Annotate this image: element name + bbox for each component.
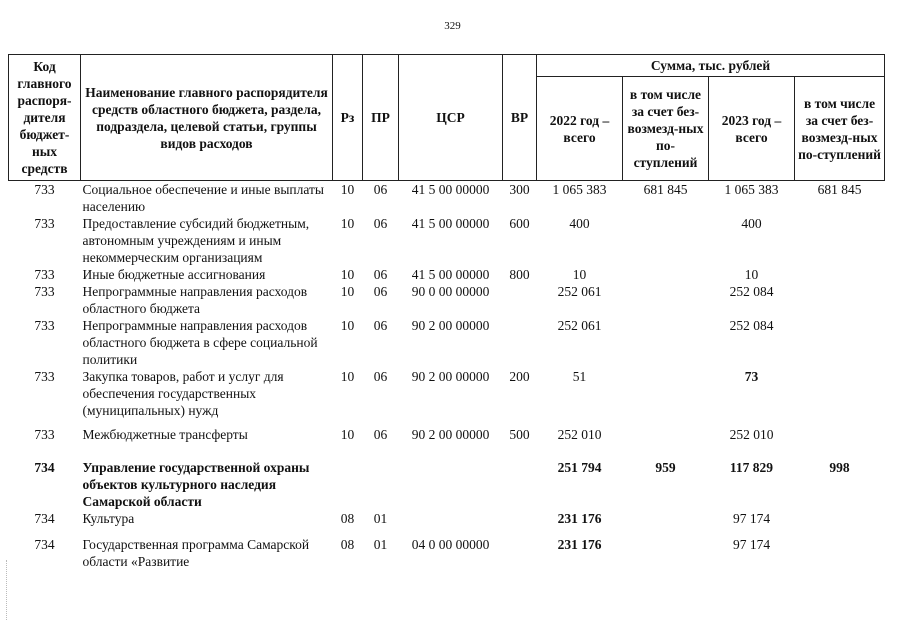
cell-name: Социальное обеспечение и иные выплаты населению <box>82 182 324 214</box>
cell-pr: 06 <box>373 318 388 333</box>
cell-2023-total: 73 <box>744 369 759 384</box>
header-2023-total: 2023 год – всего <box>709 77 795 181</box>
cell-csr: 04 0 00 00000 <box>411 537 490 552</box>
cell-2022-free <box>623 215 709 266</box>
cell-2023-free <box>795 317 885 368</box>
cell-code: 733 <box>34 182 55 197</box>
cell-pr: 06 <box>373 267 388 282</box>
table-row <box>9 368 885 419</box>
table-row <box>9 419 885 443</box>
cell-vr <box>503 317 537 368</box>
cell-2022-free <box>623 510 709 527</box>
cell-csr <box>399 510 503 527</box>
cell-2023-total: 97 174 <box>732 537 771 552</box>
cell-2022-total: 252 061 <box>557 284 602 299</box>
cell-2022-free <box>623 266 709 283</box>
table-row <box>9 510 885 527</box>
cell-code: 733 <box>34 267 55 282</box>
cell-rz: 10 <box>340 216 355 231</box>
cell-code: 734 <box>34 537 55 552</box>
cell-2022-total: 252 010 <box>557 427 602 442</box>
cell-2023-total: 97 174 <box>732 511 771 526</box>
header-vr: ВР <box>503 55 537 181</box>
header-rz: Рз <box>333 55 363 181</box>
cell-2023-total: 10 <box>744 267 759 282</box>
cell-name: Непрограммные направления расходов областного бюджета <box>82 284 308 316</box>
cell-csr: 90 2 00 00000 <box>411 369 490 384</box>
cell-2022-total: 1 065 383 <box>552 182 607 197</box>
cell-2022-free: 959 <box>655 460 676 475</box>
cell-pr: 06 <box>373 284 388 299</box>
cell-2022-total: 251 794 <box>557 460 602 475</box>
cell-2023-total: 252 010 <box>729 427 774 442</box>
header-sum: Сумма, тыс. рублей <box>537 55 885 77</box>
cell-2022-total: 231 176 <box>557 537 602 552</box>
cell-name: Иные бюджетные ассигнования <box>82 267 266 282</box>
header-name: Наименование главного распорядителя средств областного бюджета, раздела, подраздела, целевой статьи, группы видов расходов <box>81 55 333 181</box>
cell-csr: 90 2 00 00000 <box>411 427 490 442</box>
cell-vr <box>503 443 537 510</box>
cell-2023-free <box>795 266 885 283</box>
cell-2023-free <box>795 215 885 266</box>
cell-rz: 08 <box>340 537 355 552</box>
table-row <box>9 215 885 266</box>
cell-pr: 01 <box>373 537 388 552</box>
cell-pr <box>363 443 399 510</box>
table-row <box>9 443 885 510</box>
cell-name: Культура <box>82 511 135 526</box>
header-pr: ПР <box>363 55 399 181</box>
cell-2022-total: 252 061 <box>557 318 602 333</box>
cell-2022-free: 681 845 <box>643 182 688 197</box>
cell-2023-free <box>795 419 885 443</box>
scan-artifact <box>6 560 9 620</box>
cell-rz: 10 <box>340 427 355 442</box>
cell-pr: 06 <box>373 369 388 384</box>
table-body <box>9 181 885 571</box>
cell-pr: 01 <box>373 511 388 526</box>
table-header <box>9 55 885 181</box>
table-row <box>9 266 885 283</box>
cell-vr <box>503 283 537 317</box>
cell-code: 734 <box>34 511 55 526</box>
cell-rz: 10 <box>340 318 355 333</box>
cell-csr: 90 2 00 00000 <box>411 318 490 333</box>
cell-rz: 10 <box>340 284 355 299</box>
cell-code: 733 <box>34 427 55 442</box>
cell-2023-total: 117 829 <box>729 460 774 475</box>
cell-2023-total: 252 084 <box>729 318 774 333</box>
cell-vr: 800 <box>509 267 530 282</box>
header-2022-free: в том числе за счет без-возмезд-ных по-ступлений <box>623 77 709 181</box>
cell-vr <box>503 527 537 570</box>
cell-code: 733 <box>34 284 55 299</box>
cell-vr <box>503 510 537 527</box>
cell-csr: 90 0 00 00000 <box>411 284 490 299</box>
cell-code: 733 <box>34 216 55 231</box>
cell-code: 733 <box>34 369 55 384</box>
cell-vr: 600 <box>509 216 530 231</box>
cell-csr: 41 5 00 00000 <box>411 267 490 282</box>
budget-table <box>8 54 885 570</box>
cell-2022-total: 231 176 <box>557 511 602 526</box>
cell-name: Управление государственной охраны объектов культурного наследия Самарской области <box>82 460 310 509</box>
header-code: Код главного распоря-дителя бюджет-ных средств <box>9 55 81 181</box>
table-row <box>9 283 885 317</box>
cell-2022-free <box>623 283 709 317</box>
cell-2022-total: 10 <box>572 267 587 282</box>
table-row <box>9 181 885 216</box>
cell-rz: 10 <box>340 267 355 282</box>
cell-name: Предоставление субсидий бюджетным, автономным учреждениям и иным некоммерческим организациям <box>82 216 310 265</box>
cell-name: Непрограммные направления расходов областного бюджета в сфере социальной политики <box>82 318 318 367</box>
cell-pr: 06 <box>373 427 388 442</box>
header-2023-free: в том числе за счет без-возмезд-ных по-ступлений <box>795 77 885 181</box>
page-number: 329 <box>444 20 461 32</box>
cell-name: Межбюджетные трансферты <box>82 427 248 442</box>
cell-rz: 10 <box>340 369 355 384</box>
table-row <box>9 527 885 570</box>
table-row <box>9 317 885 368</box>
cell-2023-free: 681 845 <box>817 182 862 197</box>
cell-2023-total: 400 <box>741 216 762 231</box>
header-csr: ЦСР <box>399 55 503 181</box>
cell-2023-free <box>795 527 885 570</box>
cell-2023-total: 252 084 <box>729 284 774 299</box>
cell-vr: 500 <box>509 427 530 442</box>
cell-pr: 06 <box>373 182 388 197</box>
cell-2022-free <box>623 419 709 443</box>
cell-csr: 41 5 00 00000 <box>411 182 490 197</box>
cell-code: 733 <box>34 318 55 333</box>
cell-name: Закупка товаров, работ и услуг для обеспечения государственных (муниципальных) нужд <box>82 369 284 418</box>
cell-2022-total: 51 <box>572 369 587 384</box>
cell-csr: 41 5 00 00000 <box>411 216 490 231</box>
cell-2023-free <box>795 368 885 419</box>
cell-csr <box>399 443 503 510</box>
cell-code: 734 <box>34 460 55 475</box>
cell-2023-free <box>795 283 885 317</box>
cell-vr: 200 <box>509 369 530 384</box>
cell-2022-free <box>623 527 709 570</box>
header-2022-total: 2022 год – всего <box>537 77 623 181</box>
cell-rz <box>333 443 363 510</box>
cell-pr: 06 <box>373 216 388 231</box>
cell-rz: 10 <box>340 182 355 197</box>
cell-2023-free <box>795 510 885 527</box>
cell-2022-total: 400 <box>569 216 590 231</box>
cell-2022-free <box>623 317 709 368</box>
cell-2022-free <box>623 368 709 419</box>
cell-2023-total: 1 065 383 <box>724 182 779 197</box>
cell-name: Государственная программа Самарской области «Развитие <box>82 537 310 569</box>
cell-rz: 08 <box>340 511 355 526</box>
cell-2023-free: 998 <box>829 460 850 475</box>
cell-vr: 300 <box>509 182 530 197</box>
